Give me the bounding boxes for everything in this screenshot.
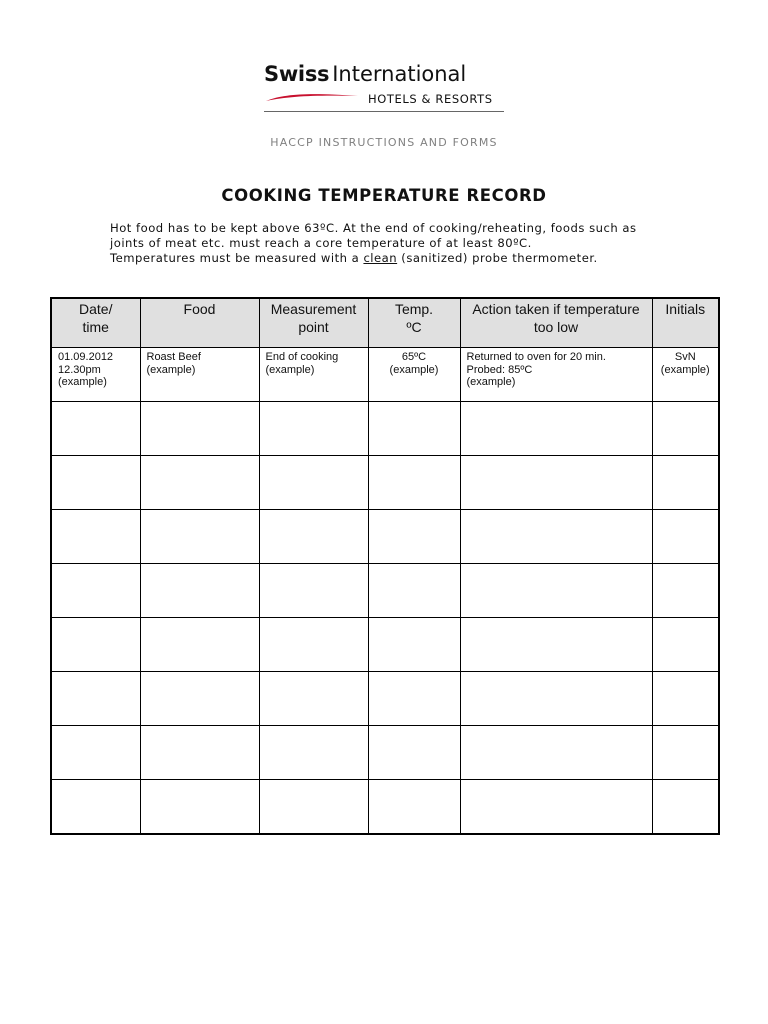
intro-line-3-start: Temperatures must be measured with a [110, 251, 364, 265]
entry-cell-initials[interactable] [652, 780, 719, 835]
swoosh-icon [264, 90, 360, 104]
table-row [51, 726, 719, 780]
entry-cell-food[interactable] [140, 672, 259, 726]
entry-cell-temperature[interactable] [368, 672, 460, 726]
entry-cell-measurement-point[interactable] [259, 618, 368, 672]
entry-cell-measurement-point[interactable] [259, 672, 368, 726]
entry-cell-date-time[interactable] [51, 402, 140, 456]
header-temperature: Temp. ºC [368, 298, 460, 348]
entry-cell-temperature[interactable] [368, 564, 460, 618]
entry-cell-temperature[interactable] [368, 780, 460, 835]
entry-cell-action-taken[interactable] [460, 780, 652, 835]
entry-cell-date-time[interactable] [51, 618, 140, 672]
entry-cell-measurement-point[interactable] [259, 780, 368, 835]
table-row [51, 672, 719, 726]
entry-cell-initials[interactable] [652, 510, 719, 564]
entry-cell-date-time[interactable] [51, 672, 140, 726]
logo-divider [264, 111, 504, 112]
entry-cell-date-time[interactable] [51, 510, 140, 564]
entry-cell-food[interactable] [140, 510, 259, 564]
entry-cell-initials[interactable] [652, 564, 719, 618]
example-date-time: 01.09.2012 12.30pm (example) [51, 348, 140, 402]
intro-paragraph [110, 221, 730, 266]
header-date-time: Date/ time [51, 298, 140, 348]
entry-cell-food[interactable] [140, 564, 259, 618]
entry-cell-temperature[interactable] [368, 510, 460, 564]
entry-cell-temperature[interactable] [368, 456, 460, 510]
entry-cell-initials[interactable] [652, 618, 719, 672]
entry-cell-initials[interactable] [652, 456, 719, 510]
example-row [51, 348, 719, 402]
example-measurement-point: End of cooking (example) [259, 348, 368, 402]
example-initials: SvN (example) [652, 348, 719, 402]
entry-cell-action-taken[interactable] [460, 456, 652, 510]
entry-cell-food[interactable] [140, 618, 259, 672]
entry-cell-action-taken[interactable] [460, 618, 652, 672]
entry-cell-measurement-point[interactable] [259, 510, 368, 564]
header-measurement-point: Measurement point [259, 298, 368, 348]
brand-name-regular: International [332, 62, 467, 86]
entry-cell-food[interactable] [140, 780, 259, 835]
document-subtitle: HACCP INSTRUCTIONS AND FORMS [270, 136, 498, 149]
table-row [51, 402, 719, 456]
entry-cell-measurement-point[interactable] [259, 564, 368, 618]
intro-line-3-end: (sanitized) probe thermometer. [397, 251, 598, 265]
table-row [51, 456, 719, 510]
example-action-taken: Returned to oven for 20 min. Probed: 85ºC (example) [460, 348, 652, 402]
header-initials: Initials [652, 298, 719, 348]
temperature-record-table [50, 297, 720, 835]
table-row [51, 780, 719, 835]
entry-cell-initials[interactable] [652, 402, 719, 456]
entry-cell-date-time[interactable] [51, 780, 140, 835]
header-action-taken: Action taken if temperature too low [460, 298, 652, 348]
swoosh-stroke [266, 94, 358, 101]
entry-cell-temperature[interactable] [368, 726, 460, 780]
table-row [51, 618, 719, 672]
table-header-row [51, 298, 719, 348]
brand-name [264, 62, 466, 86]
intro-line-2: joints of meat etc. must reach a core temperature of at least 80ºC. [110, 236, 532, 250]
entry-cell-action-taken[interactable] [460, 672, 652, 726]
entry-cell-date-time[interactable] [51, 564, 140, 618]
example-temperature: 65ºC (example) [368, 348, 460, 402]
entry-cell-action-taken[interactable] [460, 402, 652, 456]
entry-cell-temperature[interactable] [368, 402, 460, 456]
entry-cell-measurement-point[interactable] [259, 456, 368, 510]
intro-line-3-emphasis: clean [363, 251, 398, 265]
entry-cell-food[interactable] [140, 456, 259, 510]
table-row [51, 564, 719, 618]
intro-line-3 [110, 251, 730, 266]
entry-cell-measurement-point[interactable] [259, 402, 368, 456]
page-title: COOKING TEMPERATURE RECORD [221, 186, 547, 205]
entry-cell-date-time[interactable] [51, 726, 140, 780]
entry-cell-action-taken[interactable] [460, 564, 652, 618]
entry-cell-action-taken[interactable] [460, 726, 652, 780]
header-food: Food [140, 298, 259, 348]
entry-cell-action-taken[interactable] [460, 510, 652, 564]
entry-cell-measurement-point[interactable] [259, 726, 368, 780]
intro-line-1: Hot food has to be kept above 63ºC. At the end of cooking/reheating, foods such as [110, 221, 637, 235]
brand-name-bold: Swiss [264, 62, 330, 86]
entry-cell-food[interactable] [140, 402, 259, 456]
entry-cell-initials[interactable] [652, 672, 719, 726]
brand-tagline: HOTELS & RESORTS [368, 92, 493, 106]
entry-cell-temperature[interactable] [368, 618, 460, 672]
entry-cell-initials[interactable] [652, 726, 719, 780]
brand-logo [264, 62, 504, 114]
entry-cell-date-time[interactable] [51, 456, 140, 510]
example-food: Roast Beef (example) [140, 348, 259, 402]
table-row [51, 510, 719, 564]
entry-cell-food[interactable] [140, 726, 259, 780]
